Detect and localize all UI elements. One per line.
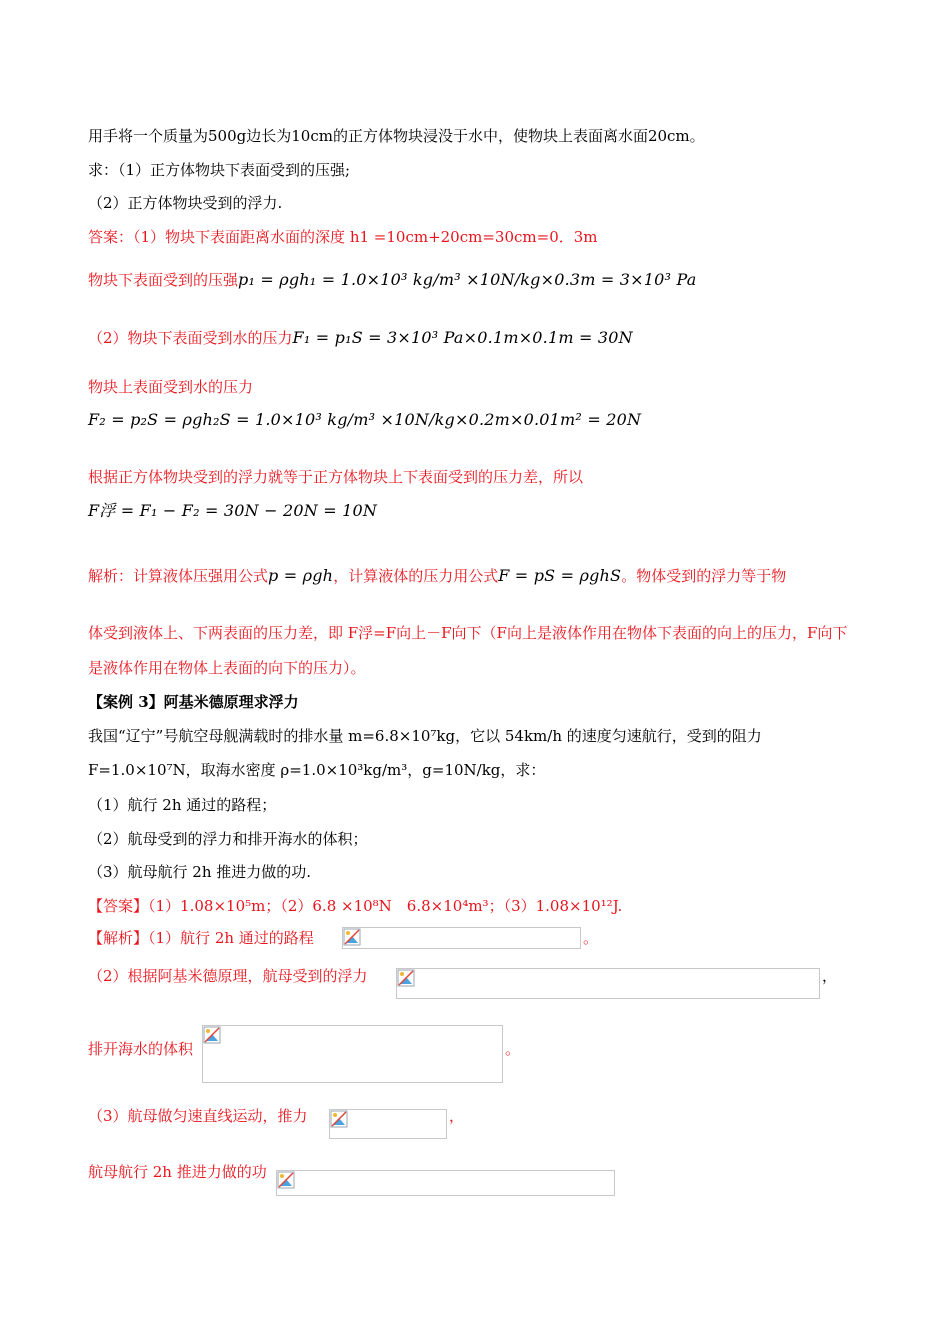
answer1-pressure-row: [88, 270, 696, 290]
pressure-label: 物块下表面受到的压强: [88, 271, 239, 289]
broken-image-icon: [277, 1171, 295, 1189]
broken-image-buoyancy: [396, 968, 820, 999]
broken-image-icon: [397, 969, 415, 987]
analysis3-l2-end: ，: [822, 967, 838, 985]
pressure-formula: p₁ = ρgh₁ = 1.0×10³ kg/m³ ×10N/kg×0.3m = 3×10³ Pa: [238, 270, 697, 289]
broken-image-icon: [343, 928, 361, 946]
broken-image-icon: [330, 1110, 348, 1128]
buoyancy-formula: F浮 = F₁ − F₂ = 30N − 20N = 10N: [88, 501, 378, 520]
answer1-line1: 答案：（1）物块下表面距离水面的深度 h1 =10cm+20cm=30cm=0．3m: [88, 228, 598, 246]
analysis1-line2: 体受到液体上、下两表面的压力差，即 F浮=F向上－F向下（F向上是液体作用在物体下表面的向上的压力，F向下: [88, 624, 848, 642]
force1-label: （2）物块下表面受到水的压力: [88, 329, 293, 347]
answer3-text: （1）1.08×10⁵m；（2）6.8 ×10⁸N 6.8×10⁴m³；（3）1.08×10¹²J.: [148, 897, 623, 915]
analysis3-tag: 【解析】: [88, 929, 149, 947]
broken-image-thrust: [329, 1109, 447, 1139]
analysis3-l1-end: 。: [583, 929, 599, 947]
analysis3-l4-end: ，: [449, 1107, 465, 1125]
analysis1-part2: ，计算液体的压力用公式: [333, 567, 499, 585]
broken-image-distance: [342, 927, 581, 949]
analysis3-l3-end: 。: [505, 1040, 521, 1058]
analysis3-l3: 排开海水的体积: [88, 1040, 194, 1058]
analysis1-line1: [88, 566, 786, 586]
analysis3-l1: （1）航行 2h 通过的路程: [148, 929, 314, 947]
problem1-line2: 求：（1）正方体物块下表面受到的压强;: [88, 161, 351, 179]
analysis3-l4: （3）航母做匀速直线运动，推力: [88, 1107, 308, 1125]
problem1-line3: （2）正方体物块受到的浮力.: [88, 194, 283, 212]
analysis3-l2: （2）根据阿基米德原理，航母受到的浮力: [88, 967, 368, 985]
case3-q2: （2）航母受到的浮力和排开海水的体积；: [88, 830, 368, 848]
broken-image-icon: [203, 1026, 221, 1044]
case3-line1: 我国“辽宁”号航空母舰满载时的排水量 m=6.8×10⁷kg，它以 54km/h 的速度匀速航行，受到的阻力: [88, 727, 762, 745]
analysis1-line3: 是液体作用在物体上表面的向下的压力）。: [88, 659, 366, 677]
force1-formula: F₁ = p₁S = 3×10³ Pa×0.1m×0.1m = 30N: [292, 328, 633, 347]
force2-formula: F₂ = p₂S = ρgh₂S = 1.0×10³ kg/m³ ×10N/kg×0.2m×0.01m² = 20N: [88, 410, 642, 429]
problem1-line1: 用手将一个质量为500g边长为10cm的正方体物块浸没于水中，使物块上表面离水面20cm。: [88, 127, 705, 145]
analysis3-row1: [88, 928, 314, 948]
analysis1-part3: 。物体受到的浮力等于物: [621, 567, 787, 585]
case3-q3: （3）航母航行 2h 推进力做的功.: [88, 863, 312, 881]
answer3-tag: 【答案】: [88, 897, 149, 915]
formula-p: p = ρgh: [268, 566, 334, 585]
analysis3-l5: 航母航行 2h 推进力做的功: [88, 1163, 267, 1181]
case3-q1: （1）航行 2h 通过的路程；: [88, 796, 277, 814]
force2-label: 物块上表面受到水的压力: [88, 378, 254, 396]
buoyancy-label: 根据正方体物块受到的浮力就等于正方体物块上下表面受到的压力差，所以: [88, 468, 584, 486]
analysis1-part1: 解析：计算液体压强用公式: [88, 567, 269, 585]
case3-title: 【案例 3】阿基米德原理求浮力: [88, 693, 299, 711]
answer3-row: [88, 896, 622, 916]
case3-line2: F=1.0×10⁷N，取海水密度 ρ=1.0×10³kg/m³，g=10N/kg，求：: [88, 761, 546, 779]
formula-f: F = pS = ρghS: [498, 566, 622, 585]
broken-image-work: [276, 1170, 615, 1196]
broken-image-volume: [202, 1025, 503, 1083]
answer1-force1-row: [88, 328, 633, 348]
